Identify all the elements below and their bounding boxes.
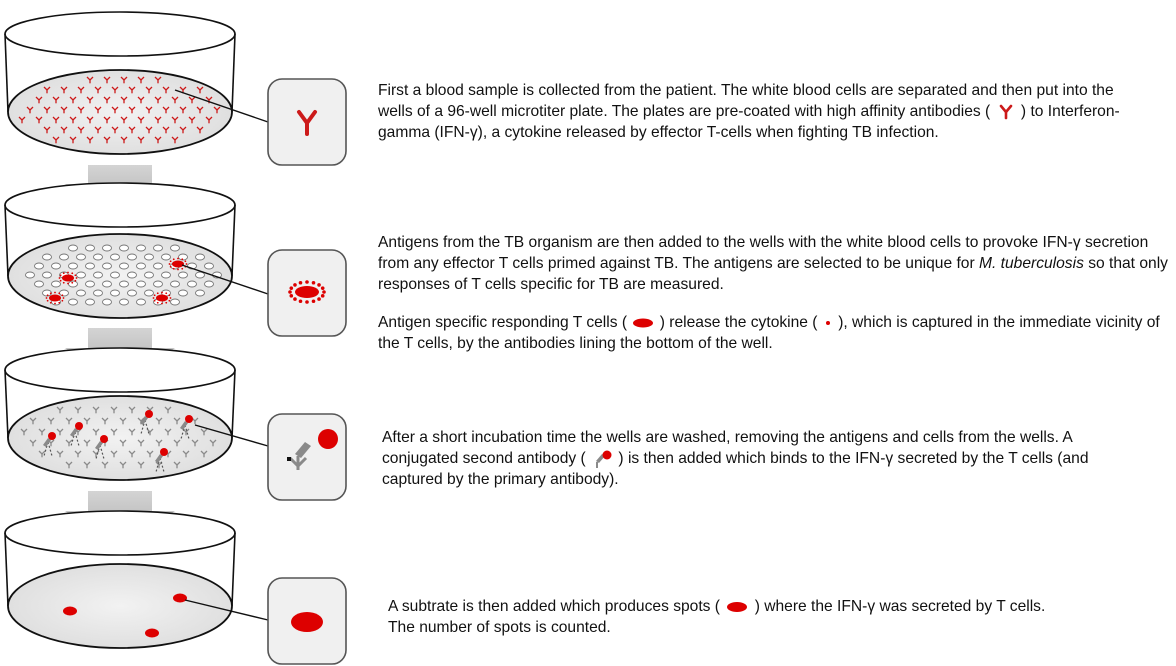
white-blood-cell [145, 272, 154, 278]
white-blood-cell [94, 290, 103, 296]
white-blood-cell [137, 245, 146, 251]
white-blood-cell [52, 263, 61, 269]
white-blood-cell [103, 245, 112, 251]
white-blood-cell [77, 290, 86, 296]
spot-mark [63, 607, 77, 616]
white-blood-cell [128, 254, 137, 260]
white-blood-cell [94, 272, 103, 278]
text-segment: ), which is captured in the immediate vicinity of the T cells, by the antibodies lining the bottom of the well. [378, 314, 1160, 352]
white-blood-cell [145, 290, 154, 296]
cytokine-dot [288, 290, 292, 294]
white-blood-cell [196, 254, 205, 260]
white-blood-cell [103, 281, 112, 287]
white-blood-cell [52, 281, 61, 287]
white-blood-cell [205, 281, 214, 287]
spot-mark [173, 594, 187, 603]
step-conjugate-text [382, 427, 1152, 490]
cytokine-dot [305, 300, 309, 304]
responding-t-cell-icon [631, 316, 655, 330]
white-blood-cell [188, 281, 197, 287]
white-blood-cell [120, 299, 129, 305]
white-blood-cell [35, 281, 44, 287]
cytokine-dot [317, 297, 321, 301]
white-blood-cell [86, 263, 95, 269]
petri-dish-antigen [5, 183, 235, 318]
spot-icon [724, 600, 750, 614]
spot-icon [291, 612, 323, 632]
text-segment: The number of spots is counted. [388, 619, 611, 636]
white-blood-cell [69, 245, 78, 251]
cytokine-dot [312, 281, 316, 285]
text-segment: First a blood sample is collected from the patient. The white blood cells are separated and then put into the wells of a 96-well microtiter plate. The plates are pre-coated with high affinity antibodies ( [378, 82, 1114, 120]
inset-t-cell [268, 250, 346, 336]
step-coating-text [378, 80, 1150, 143]
conjugated-antibody-icon [590, 449, 614, 469]
text-segment: so that only responses of T cells specific for TB are measured. [378, 255, 1168, 293]
cytokine-dot [321, 294, 325, 298]
inset-spot [268, 578, 346, 664]
white-blood-cell [120, 245, 129, 251]
white-blood-cell [171, 245, 180, 251]
text-segment: ) to Interferon-gamma (IFN-γ), a cytokine released by effector T-cells when fighting TB infection. [378, 103, 1120, 141]
text-segment: Antigen specific responding T cells ( [378, 314, 628, 331]
white-blood-cell [69, 263, 78, 269]
organism-name: M. tuberculosis [979, 255, 1084, 272]
cytokine-dot [305, 280, 309, 284]
cytokine-dot [293, 297, 297, 301]
white-blood-cell [111, 272, 120, 278]
cytokine-dot [321, 286, 325, 290]
cytokine-dot [289, 286, 293, 290]
white-blood-cell [35, 263, 44, 269]
white-blood-cell [171, 299, 180, 305]
white-blood-cell [77, 272, 86, 278]
white-blood-cell [60, 290, 69, 296]
white-blood-cell [196, 290, 205, 296]
text-segment: After a short incubation time the wells are washed, removing the antigens and cells from the wells. A conjugated second antibody ( [382, 429, 1072, 467]
white-blood-cell [154, 263, 163, 269]
white-blood-cell [69, 299, 78, 305]
white-blood-cell [137, 281, 146, 287]
text-segment: A subtrate is then added which produces spots ( [388, 598, 720, 615]
white-blood-cell [162, 254, 171, 260]
petri-dish-coating [5, 12, 235, 154]
white-blood-cell [179, 272, 188, 278]
white-blood-cell [94, 254, 103, 260]
cytokine-dot [317, 283, 321, 287]
white-blood-cell [111, 254, 120, 260]
white-blood-cell [196, 272, 205, 278]
white-blood-cell [103, 263, 112, 269]
white-blood-cell [86, 245, 95, 251]
white-blood-cell [154, 281, 163, 287]
white-blood-cell [77, 254, 86, 260]
white-blood-cell [43, 254, 52, 260]
white-blood-cell [145, 254, 154, 260]
white-blood-cell [86, 299, 95, 305]
white-blood-cell [154, 245, 163, 251]
petri-dish-spots [5, 511, 235, 648]
white-blood-cell [179, 290, 188, 296]
white-blood-cell [137, 263, 146, 269]
white-blood-cell [120, 281, 129, 287]
cytokine-dot [299, 281, 303, 285]
cytokine-dot [293, 283, 297, 287]
step-spots-text [388, 596, 1174, 638]
inset-antibody [268, 79, 346, 165]
white-blood-cell [69, 281, 78, 287]
text-segment: Antigens from the TB organism are then added to the wells with the white blood cells to provoke IFN-γ secretion from any effector T cells primed against TB. The antigens are selected to be unique for [378, 234, 1149, 272]
white-blood-cell [120, 263, 129, 269]
text-segment: ) where the IFN-γ was secreted by T cells. [754, 598, 1046, 615]
white-blood-cell [128, 290, 137, 296]
white-blood-cell [86, 281, 95, 287]
spot-mark [145, 629, 159, 638]
text-segment: ) release the cytokine ( [659, 314, 818, 331]
text-segment: ) is then added which binds to the IFN-γ secreted by the T cells (and captured by the primary antibody). [382, 450, 1089, 488]
inset-conjugate [268, 414, 346, 500]
cytokine-dot [299, 299, 303, 303]
cytokine-dot [289, 294, 293, 298]
petri-dish-conjugate [5, 348, 235, 480]
white-blood-cell [43, 272, 52, 278]
white-blood-cell [137, 299, 146, 305]
white-blood-cell [171, 281, 180, 287]
white-blood-cell [26, 272, 35, 278]
cytokine-dot [322, 290, 326, 294]
white-blood-cell [162, 272, 171, 278]
white-blood-cell [60, 254, 69, 260]
white-blood-cell [103, 299, 112, 305]
antibody-y-icon [995, 103, 1017, 121]
step-antigen-text [378, 232, 1170, 354]
cytokine-icon [822, 317, 834, 329]
white-blood-cell [111, 290, 120, 296]
white-blood-cell [205, 263, 214, 269]
white-blood-cell [128, 272, 137, 278]
cytokine-dot [312, 299, 316, 303]
